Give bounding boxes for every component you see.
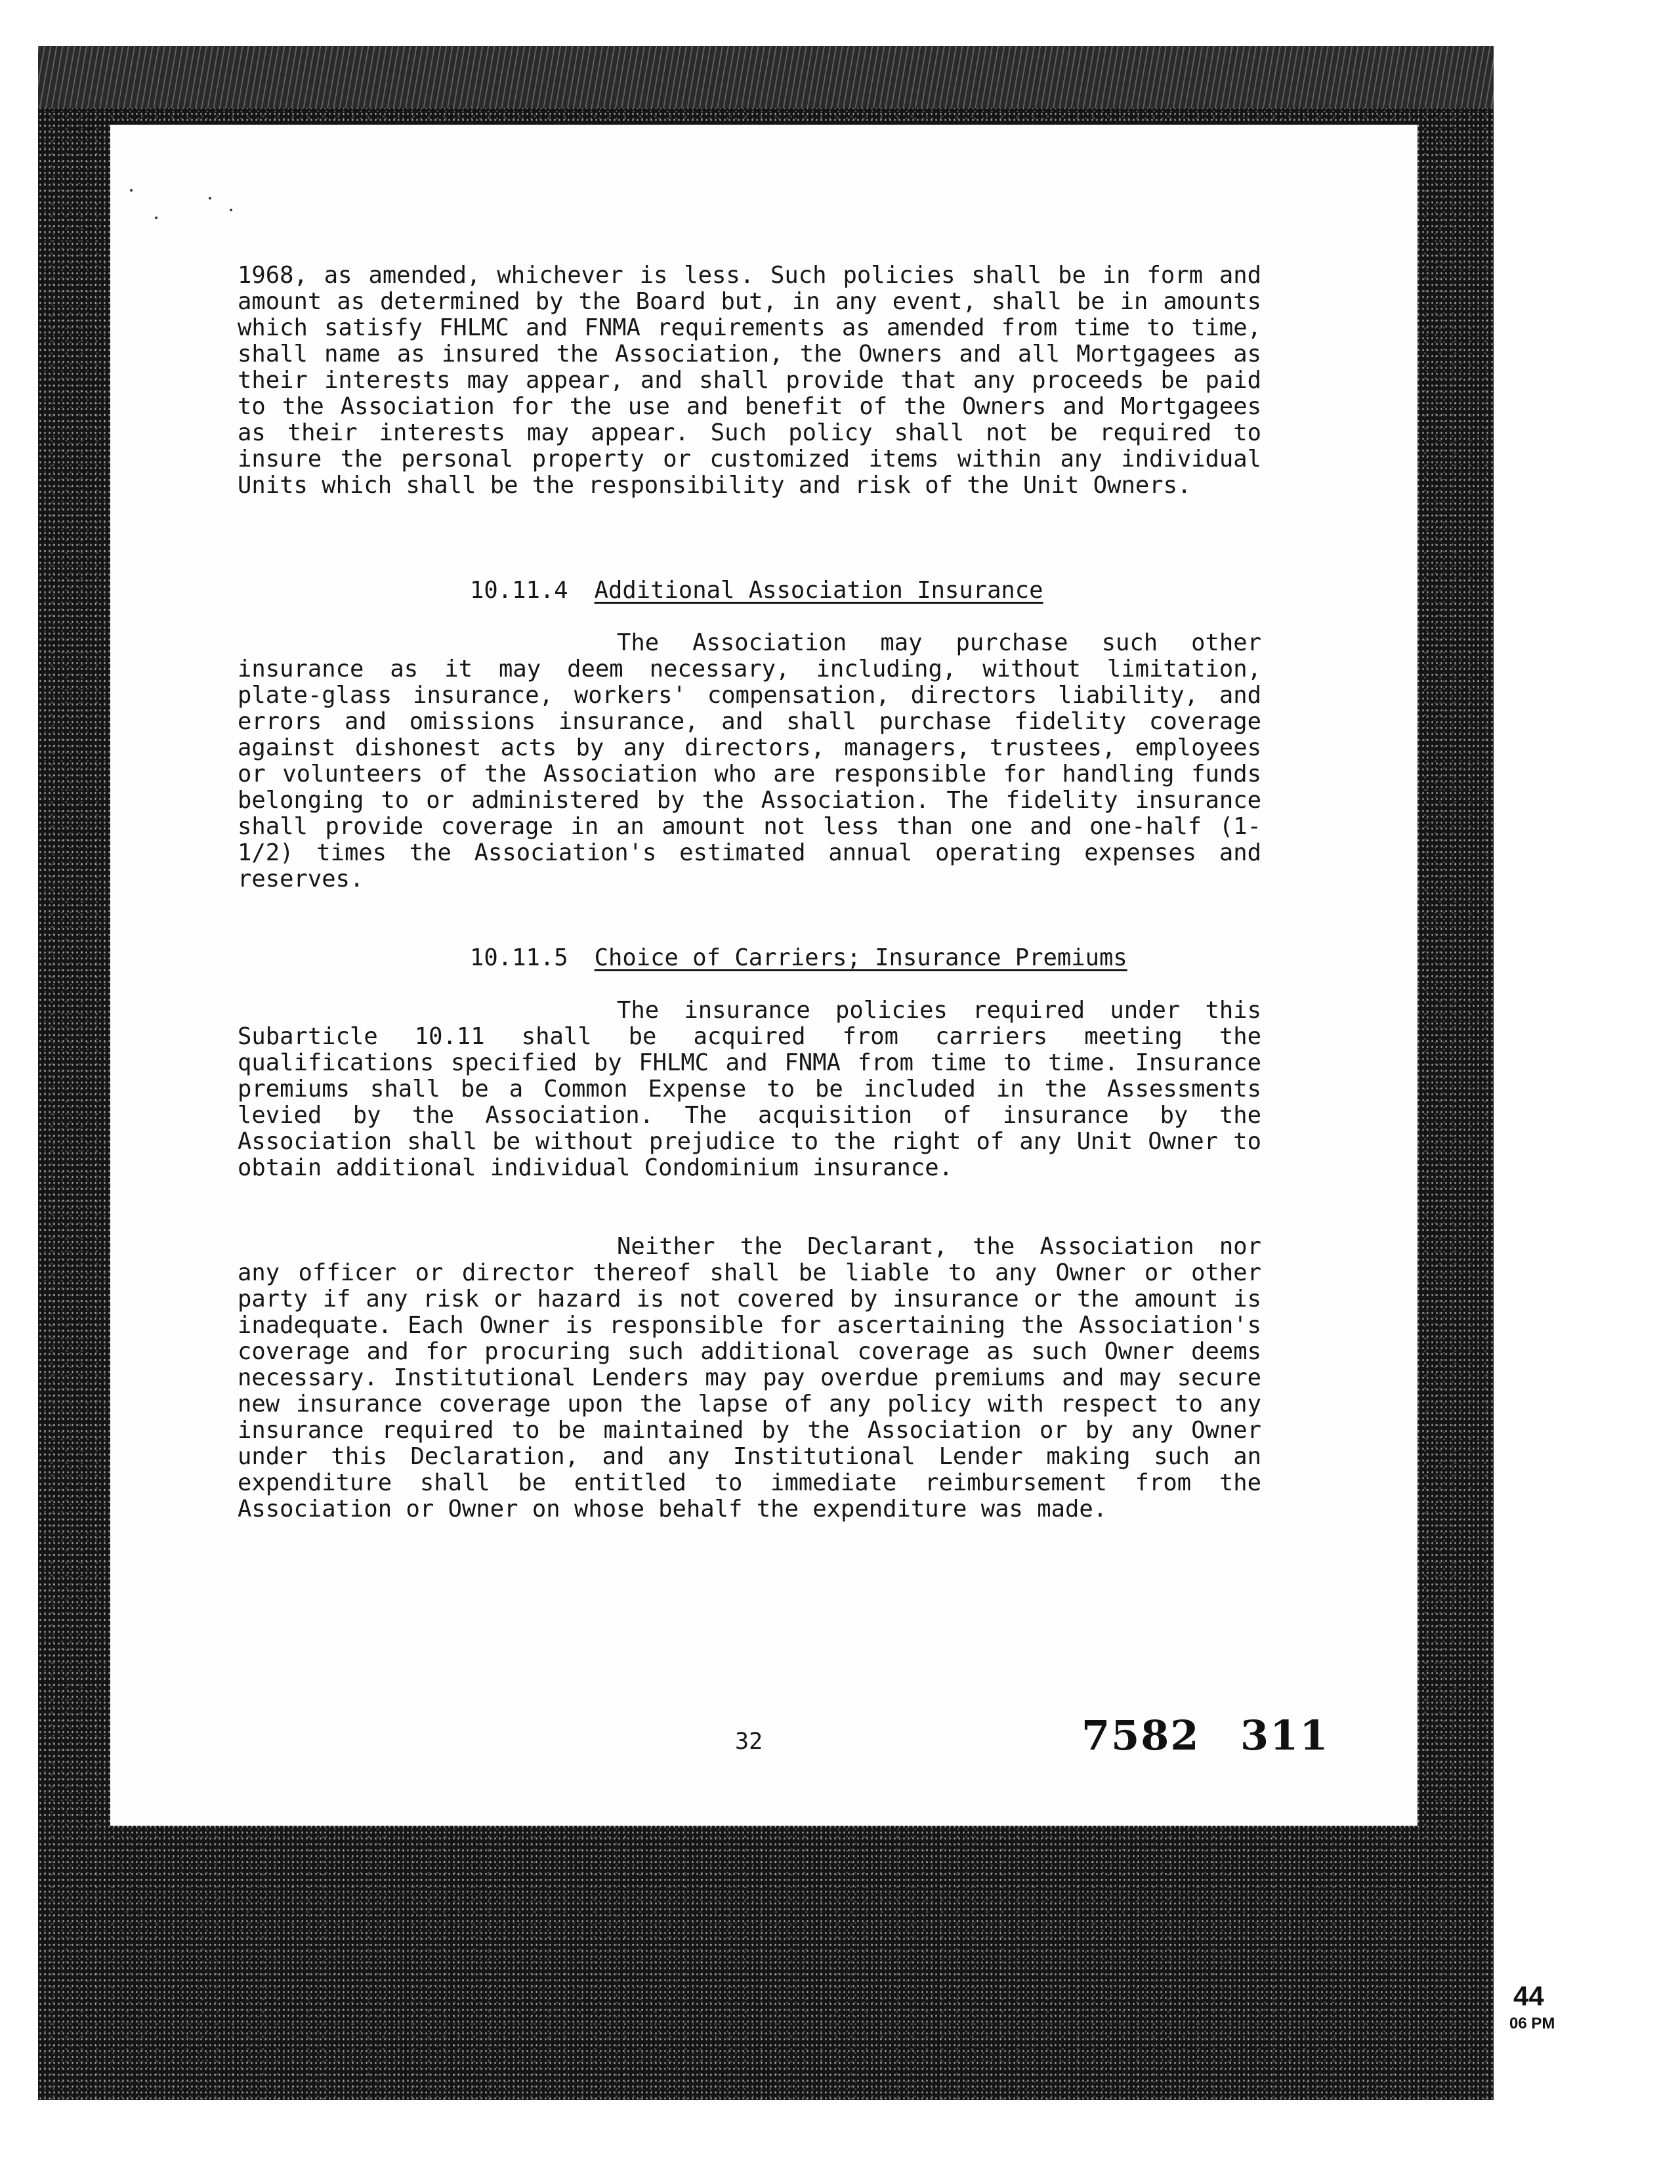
scan-speck xyxy=(230,209,232,211)
paragraph-insurance-policies: 1968, as amended, whichever is less. Such policies shall be in form and amount as determined by the Board but, in any event, shall be in amounts which satisfy FHLMC and FNMA requirements as amended from time to time, shall name as insured the Association, the Owners and all Mortgagees as their interests may appear, and shall provide that any proceeds be paid to the Association for the use and benefit of the Owners and Mortgagees as their interests may appear. Such policy shall not be required to insure the personal property or customized items within any individual Units which shall be the responsibility and risk of the Unit Owners. xyxy=(238,262,1261,499)
scan-speck xyxy=(155,217,158,219)
paragraph-text: Neither the Declarant, the Association nor any officer or director thereof shall be liable to any Owner or other party if any risk or hazard is not covered by insurance or the amount is inadequate. Each Owner is responsible for ascertaining the Association's coverage and for procuring such additional coverage as such Owner deems necessary. Institutional Lenders may pay overdue premiums and may secure new insurance coverage upon the lapse of any policy with respect to any insurance required to be maintained by the Association or by any Owner under this Declaration, and any Institutional Lender making such an expenditure shall be entitled to immediate reimbursement from the Association or Owner on whose behalf the expenditure was made. xyxy=(238,1233,1261,1522)
recording-stamp-page: 311 xyxy=(1240,1712,1330,1759)
page-total-label: 44 xyxy=(1513,1981,1544,2011)
print-time-label: 06 PM xyxy=(1509,2015,1555,2032)
paragraph-text: The insurance policies required under this Subarticle 10.11 shall be acquired from carriers meeting the qualifications specified by FHLMC and FNMA from time to time. Insurance premiums shall be a Common Expense to be included in the Assessments levied by the Association. The acquisition of insurance by the Association shall be without prejudice to the right of any Unit Owner to obtain additional individual Condominium insurance. xyxy=(238,997,1261,1181)
section-title: Choice of Carriers; Insurance Premiums xyxy=(594,944,1127,971)
paragraph-text: The Association may purchase such other insurance as it may deem necessary, including, without limitation, plate-glass insurance, workers' compensation, directors liability, and errors and omissions insurance, and shall purchase fidelity coverage against dishonest acts by any directors, managers, trustees, employees or volunteers of the Association who are responsible for handling funds belonging to or administered by the Association. The fidelity insurance shall provide coverage in an amount not less than one and one-half (1-1/2) times the Association's estimated annual operating expenses and reserves. xyxy=(238,629,1261,892)
paragraph-liability-disclaimer xyxy=(238,1234,1261,1522)
paragraph-additional-insurance xyxy=(238,630,1261,892)
page-number: 32 xyxy=(735,1729,763,1755)
section-number: 10.11.5 xyxy=(470,944,568,971)
section-number: 10.11.4 xyxy=(470,577,568,604)
scan-top-band xyxy=(38,46,1494,108)
scan-speck xyxy=(130,189,133,192)
scan-speck xyxy=(209,197,211,200)
section-heading-10-11-4 xyxy=(470,578,1043,604)
paragraph-choice-of-carriers xyxy=(238,998,1261,1181)
recording-stamp-book: 7582 xyxy=(1082,1712,1200,1759)
section-title: Additional Association Insurance xyxy=(594,577,1043,604)
section-heading-10-11-5 xyxy=(470,945,1127,971)
